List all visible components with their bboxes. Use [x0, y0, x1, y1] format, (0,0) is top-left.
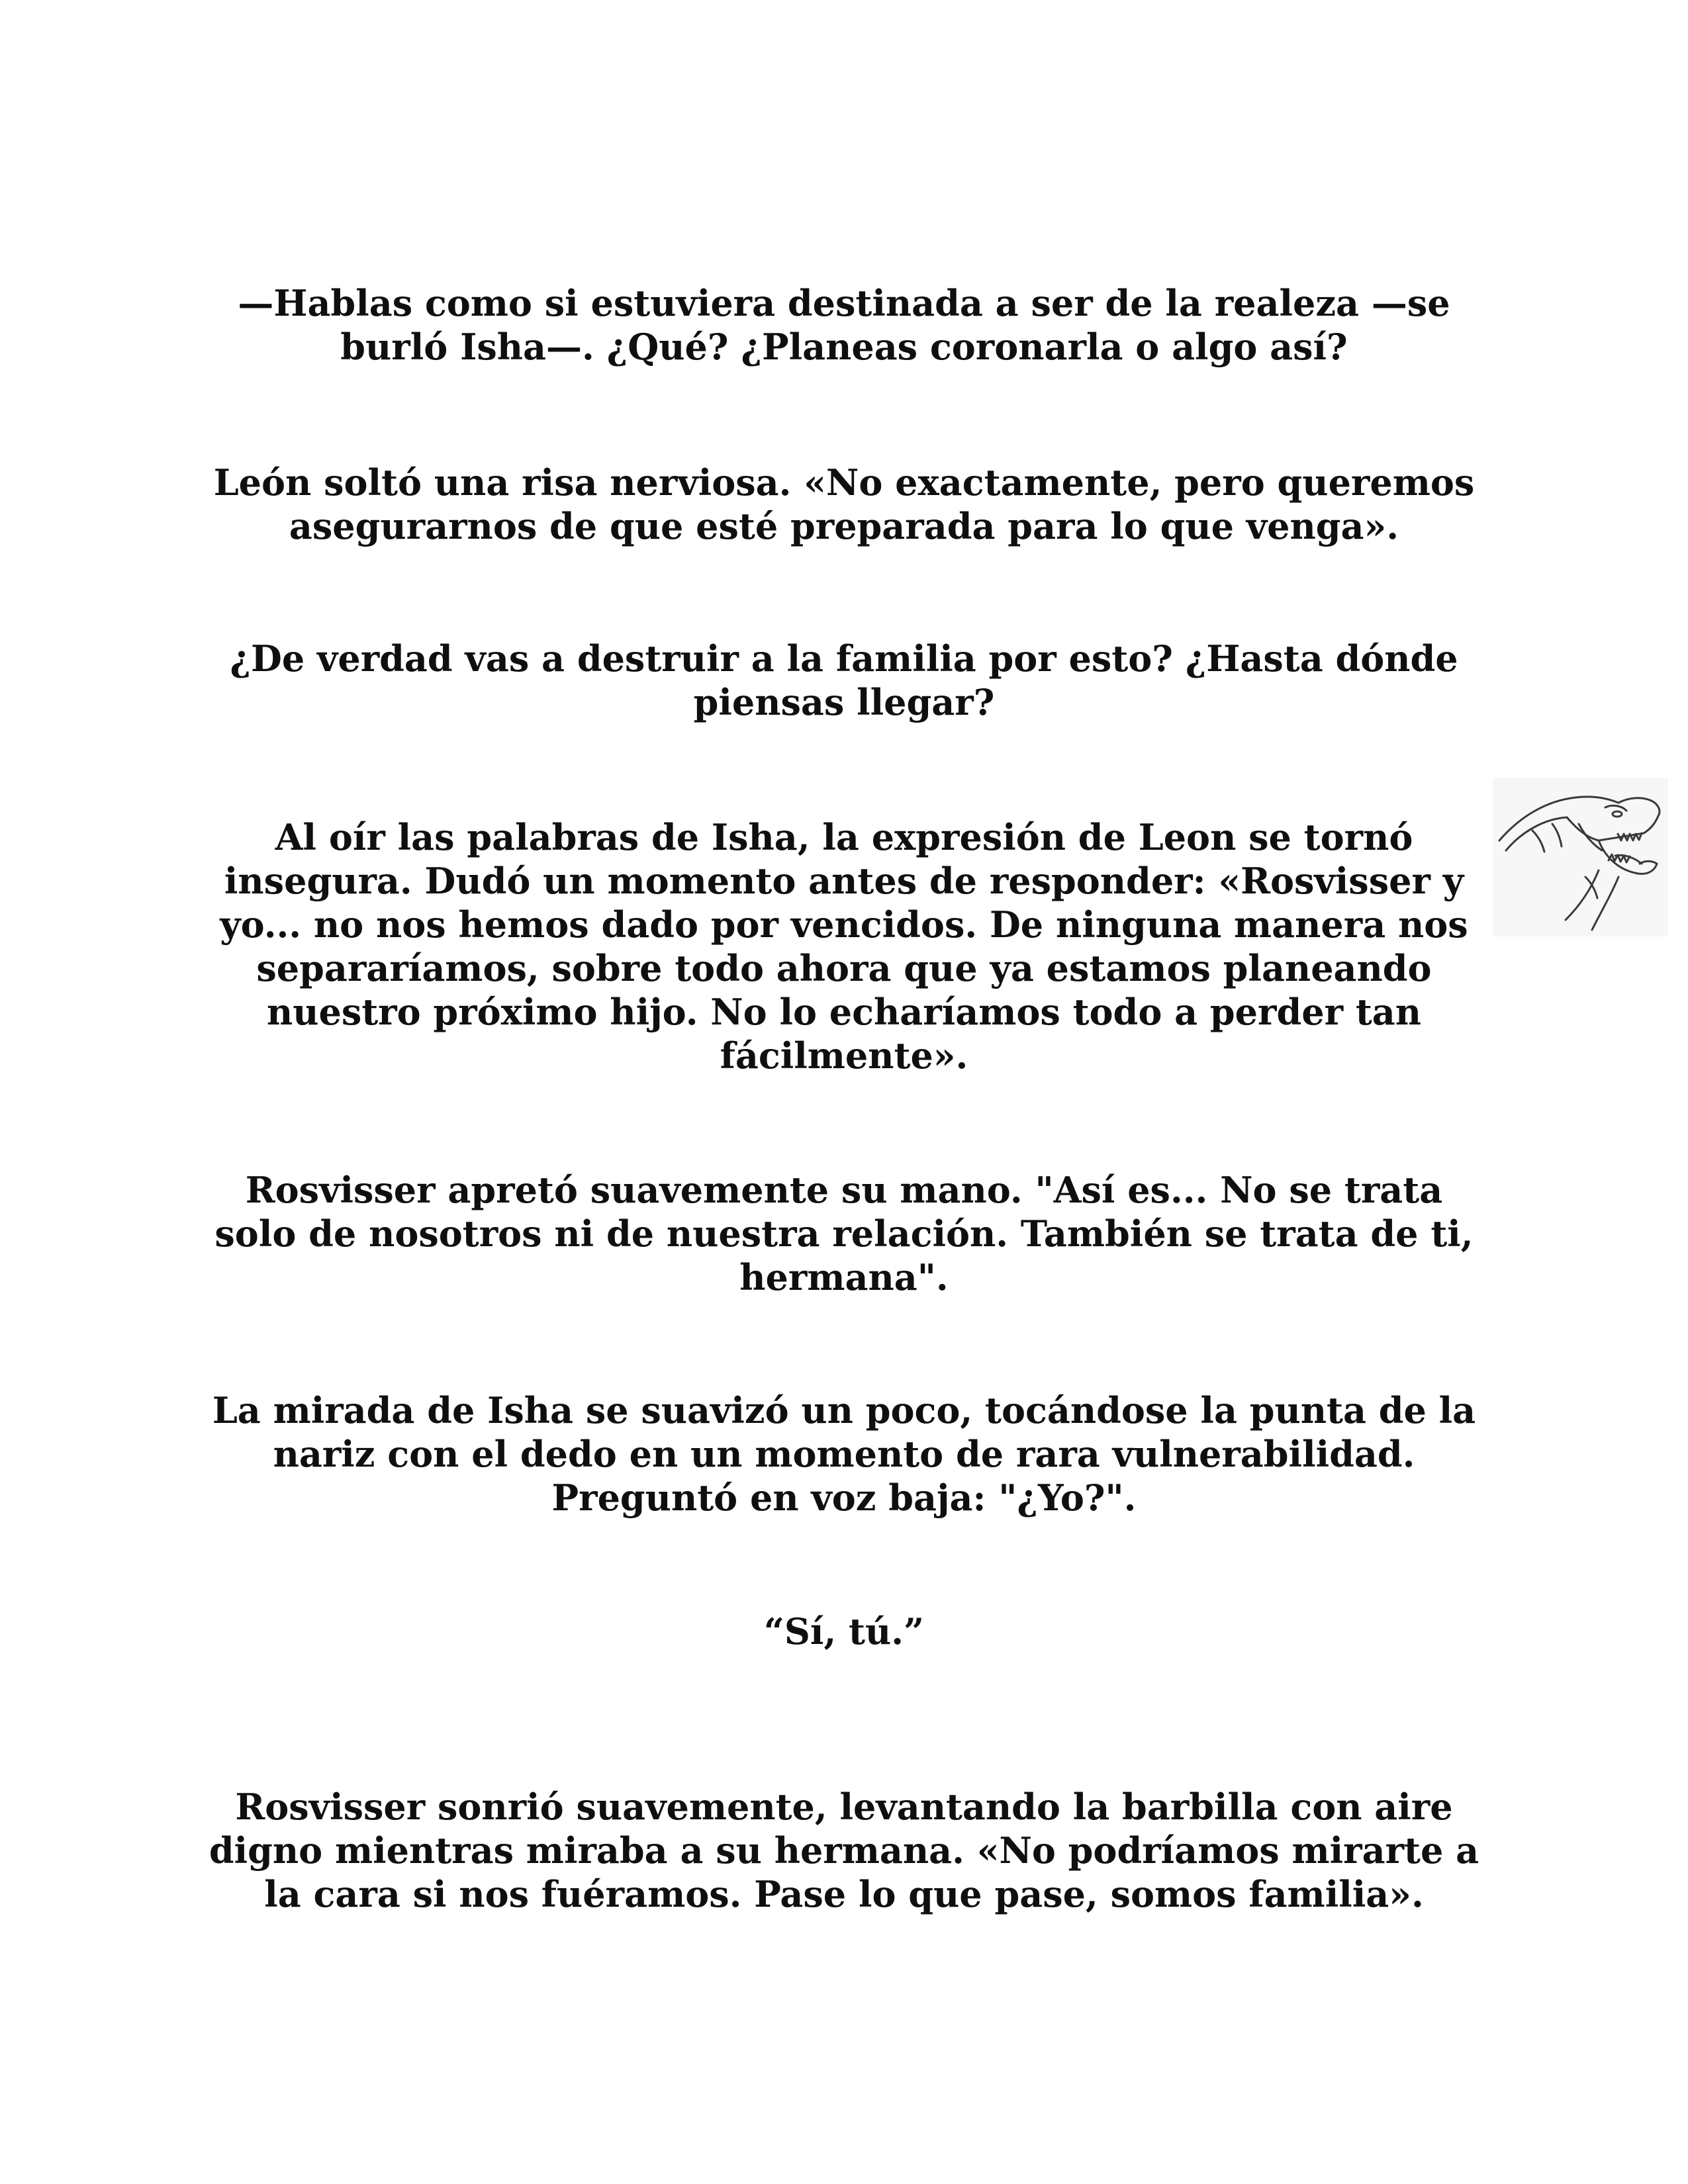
paragraph-7: “Sí, tú.”	[763, 1610, 925, 1653]
paragraph-5: Rosvisser apretó suavemente su mano. "Así es... No se trata solo de nosotros ni de nuestra relación. También se trata de ti, hermana".	[214, 1169, 1474, 1298]
paragraph-8: Rosvisser sonrió suavemente, levantando la barbilla con aire digno mientras miraba a su hermana. «No podríamos mirarte a la cara si nos fuéramos. Pase lo que pase, somos familia».	[209, 1786, 1479, 1915]
paragraph-4: Al oír las palabras de Isha, la expresión de Leon se tornó insegura. Dudó un momento antes de responder: «Rosvisser y yo... no nos hemos dado por vencidos. De ninguna manera nos separaríamos, sobre todo ahora que ya estamos planeando nuestro próximo hijo. No lo echaríamos todo a perder tan fácilmente».	[220, 816, 1468, 1077]
paragraph-1: —Hablas como si estuviera destinada a ser de la realeza —se burló Isha—. ¿Qué? ¿Planeas coronarla o algo así?	[238, 282, 1450, 368]
paragraph-3: ¿De verdad vas a destruir a la familia por esto? ¿Hasta dónde piensas llegar?	[230, 637, 1458, 723]
paragraph-6: La mirada de Isha se suavizó un poco, tocándose la punta de la nariz con el dedo en un momento de rara vulnerabilidad. Preguntó en voz baja: "¿Yo?".	[212, 1389, 1476, 1519]
paragraph-2: León soltó una risa nerviosa. «No exactamente, pero queremos asegurarnos de que esté preparada para lo que venga».	[213, 461, 1475, 547]
dinosaur-sketch-icon	[1493, 778, 1668, 936]
